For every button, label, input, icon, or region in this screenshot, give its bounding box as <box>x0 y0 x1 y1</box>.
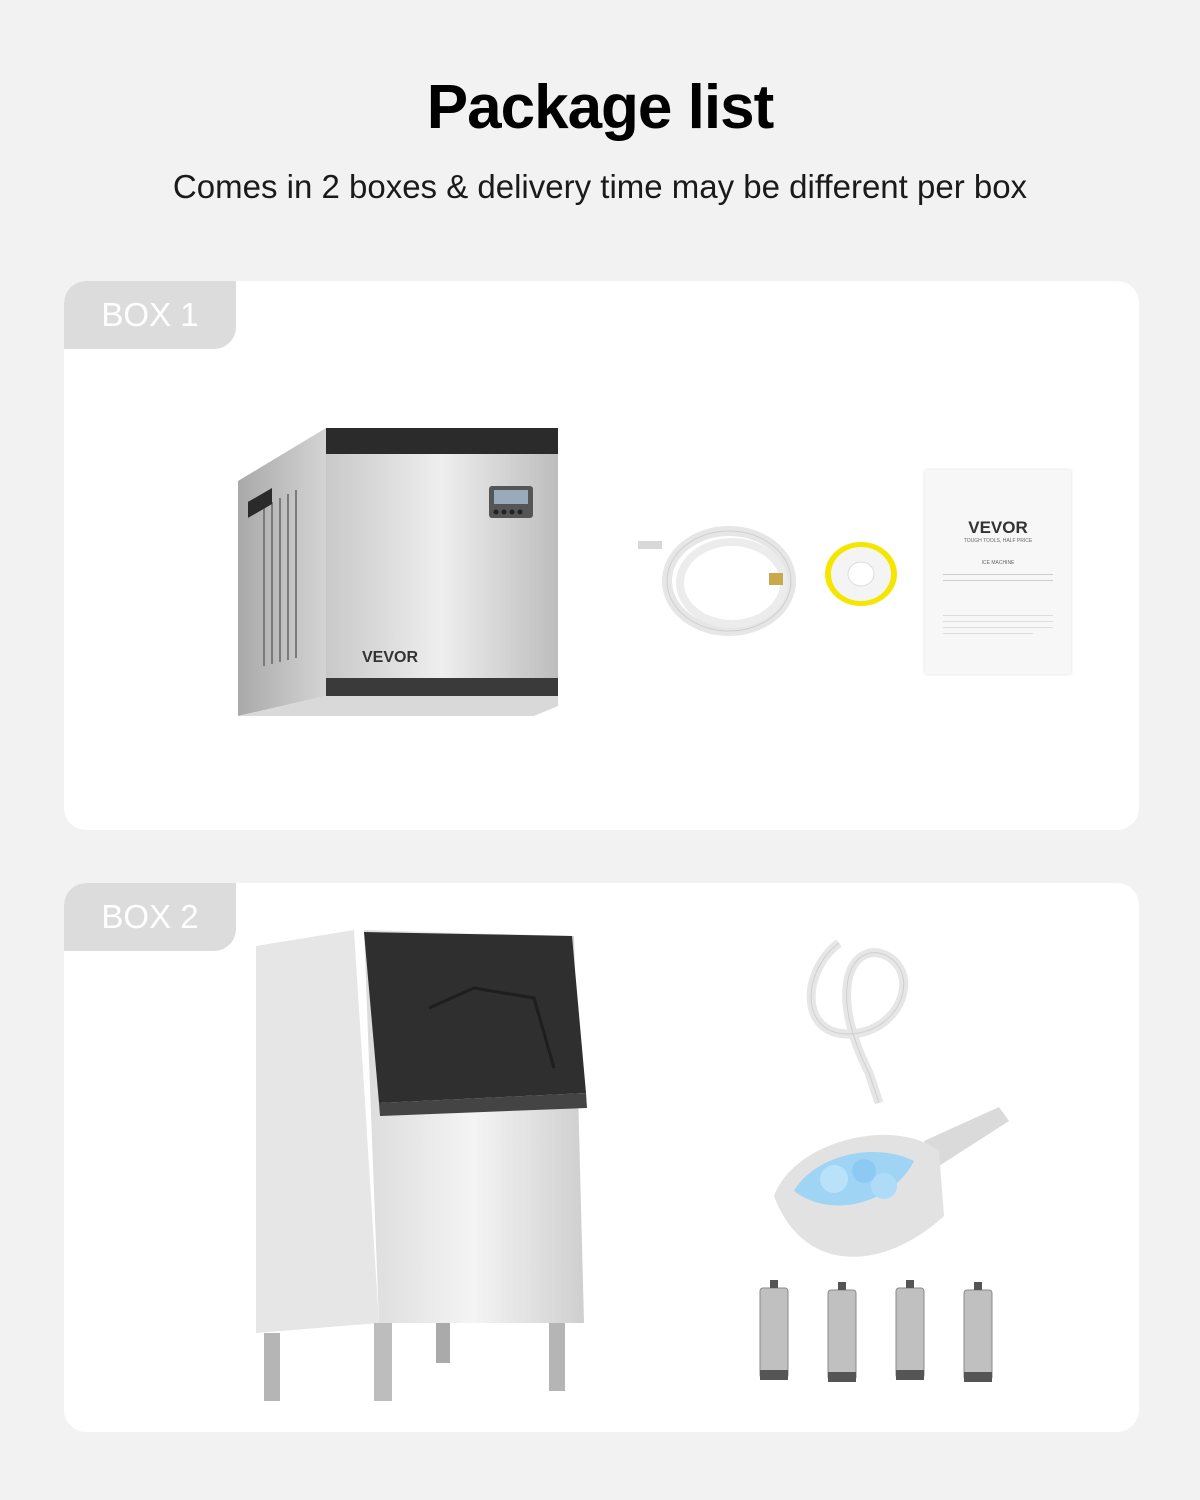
water-hose-image <box>634 521 814 641</box>
box-1-card <box>64 281 1139 830</box>
manual-brand: VEVOR <box>968 518 1028 537</box>
sealing-tape-image <box>822 539 900 609</box>
user-manual-image <box>925 470 1071 674</box>
manual-tagline: TOUGH TOOLS, HALF PRICE <box>963 538 1033 544</box>
ice-bin-image <box>254 928 594 1408</box>
box-2-label: BOX 2 <box>64 883 236 951</box>
adjustable-legs-image <box>750 1278 1010 1393</box>
manual-product: ICE MACHINE <box>981 560 1015 566</box>
page-subtitle: Comes in 2 boxes & delivery time may be different per box <box>172 168 1028 205</box>
ice-scoop-image <box>764 1101 1014 1271</box>
ice-machine-image <box>234 426 564 721</box>
box-2-card <box>64 883 1139 1432</box>
page-title: Package list <box>426 73 774 142</box>
machine-brand-text: VEVOR <box>362 649 419 666</box>
drain-hose-image <box>799 933 939 1113</box>
box-1-label: BOX 1 <box>64 281 236 349</box>
